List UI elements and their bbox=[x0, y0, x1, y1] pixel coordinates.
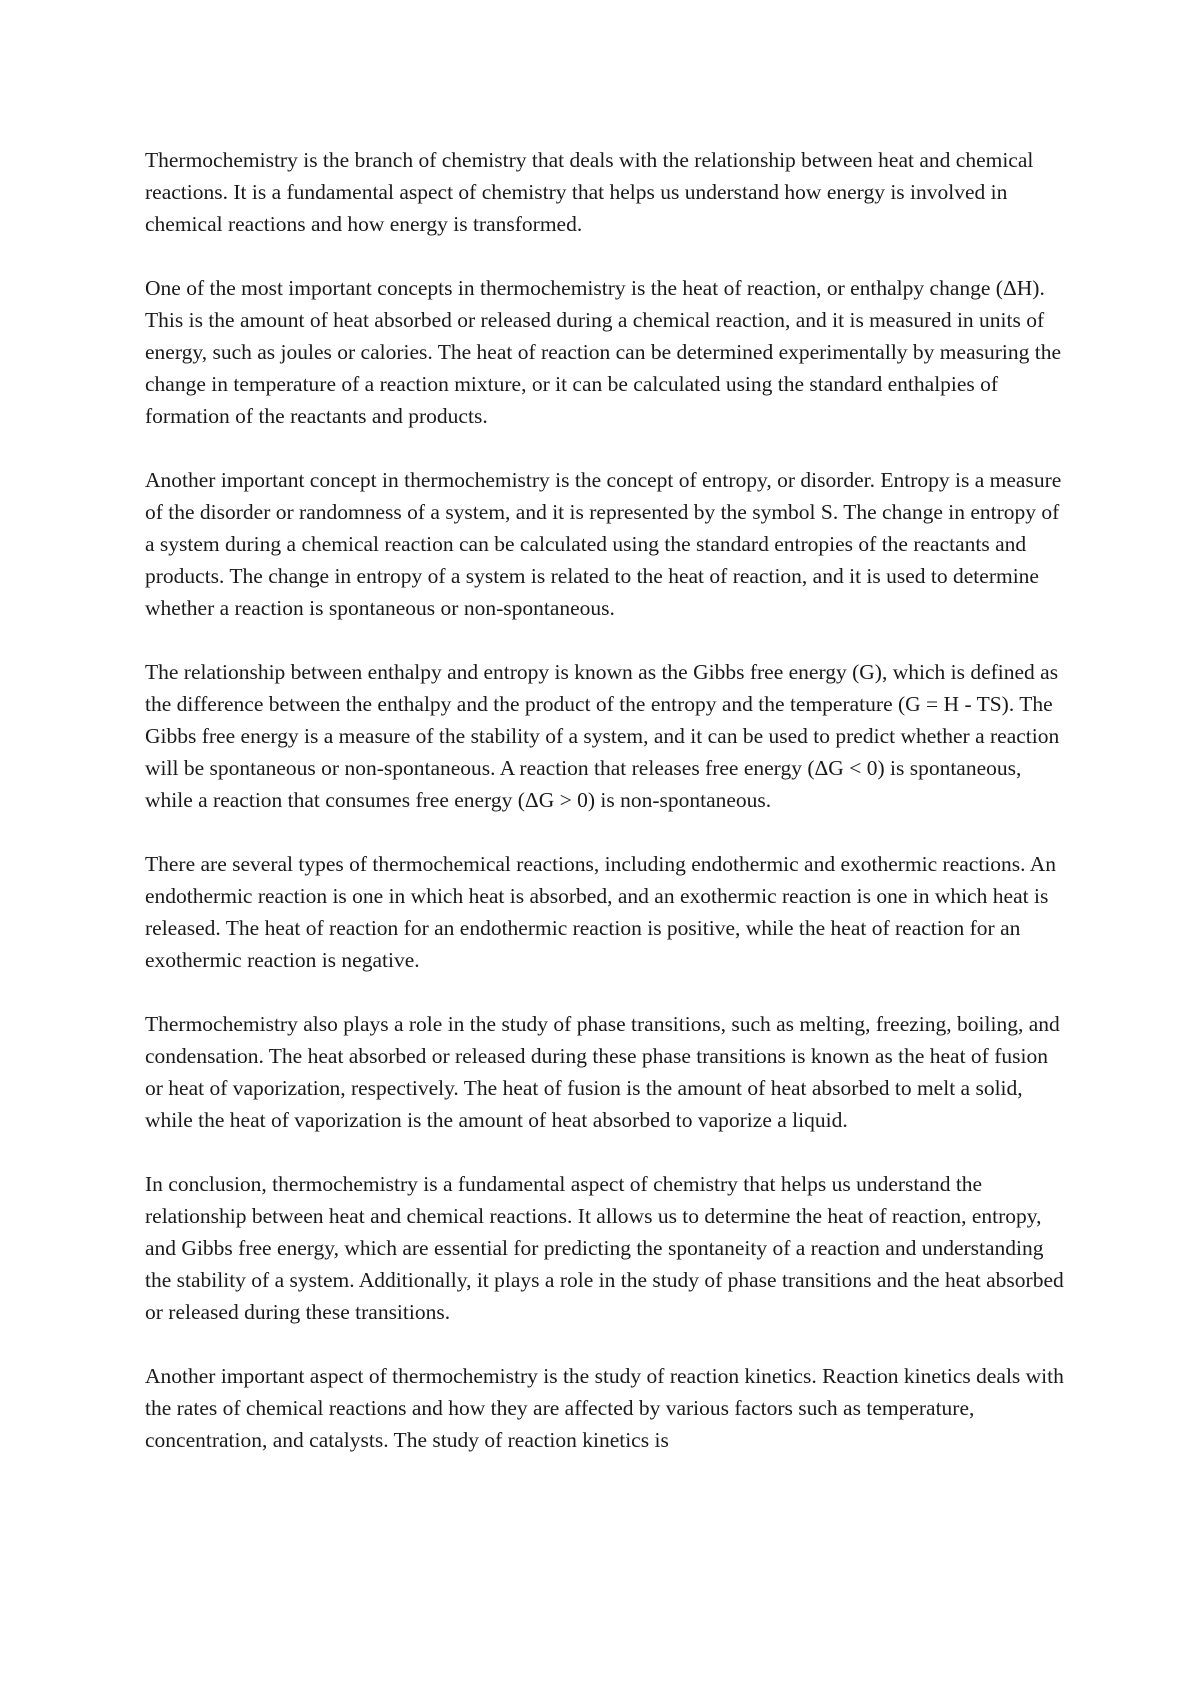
document-body bbox=[145, 144, 1065, 1456]
paragraph-entropy: Another important concept in thermochemistry is the concept of entropy, or disorder. Entropy is a measure of the disorder or randomness of a system, and it is represented by the symbol S. The change in entropy of a system during a chemical reaction can be calculated using the standard entropies of the reactants and products. The change in entropy of a system is related to the heat of reaction, and it is used to determine whether a reaction is spontaneous or non-spontaneous. bbox=[145, 468, 1062, 620]
paragraph-phase-transitions: Thermochemistry also plays a role in the study of phase transitions, such as melting, freezing, boiling, and condensation. The heat absorbed or released during these phase transitions is known as the heat of fusion or heat of vaporization, respectively. The heat of fusion is the amount of heat absorbed to melt a solid, while the heat of vaporization is the amount of heat absorbed to vaporize a liquid. bbox=[145, 1012, 1060, 1132]
paragraph-intro: Thermochemistry is the branch of chemistry that deals with the relationship between heat and chemical reactions. It is a fundamental aspect of chemistry that helps us understand how energy is involved in chemical reactions and how energy is transformed. bbox=[145, 148, 1034, 236]
paragraph-conclusion: In conclusion, thermochemistry is a fundamental aspect of chemistry that helps us understand the relationship between heat and chemical reactions. It allows us to determine the heat of reaction, entropy, and Gibbs free energy, which are essential for predicting the spontaneity of a reaction and understanding the stability of a system. Additionally, it plays a role in the study of phase transitions and the heat absorbed or released during these transitions. bbox=[145, 1172, 1064, 1324]
paragraph-enthalpy: One of the most important concepts in thermochemistry is the heat of reaction, or enthalpy change (ΔH). This is the amount of heat absorbed or released during a chemical reaction, and it is measured in units of energy, such as joules or calories. The heat of reaction can be determined experimentally by measuring the change in temperature of a reaction mixture, or it can be calculated using the standard enthalpies of formation of the reactants and products. bbox=[145, 276, 1061, 428]
paragraph-reaction-types: There are several types of thermochemical reactions, including endothermic and exothermic reactions. An endothermic reaction is one in which heat is absorbed, and an exothermic reaction is one in which heat is released. The heat of reaction for an endothermic reaction is positive, while the heat of reaction for an exothermic reaction is negative. bbox=[145, 852, 1056, 972]
paragraph-gibbs: The relationship between enthalpy and entropy is known as the Gibbs free energy (G), which is defined as the difference between the enthalpy and the product of the entropy and the temperature (G = H - TS). The Gibbs free energy is a measure of the stability of a system, and it can be used to predict whether a reaction will be spontaneous or non-spontaneous. A reaction that releases free energy (ΔG < 0) is spontaneous, while a reaction that consumes free energy (ΔG > 0) is non-spontaneous. bbox=[145, 660, 1060, 812]
paragraph-kinetics: Another important aspect of thermochemistry is the study of reaction kinetics. Reaction kinetics deals with the rates of chemical reactions and how they are affected by various factors such as temperature, concentration, and catalysts. The study of reaction kinetics is bbox=[145, 1364, 1064, 1452]
